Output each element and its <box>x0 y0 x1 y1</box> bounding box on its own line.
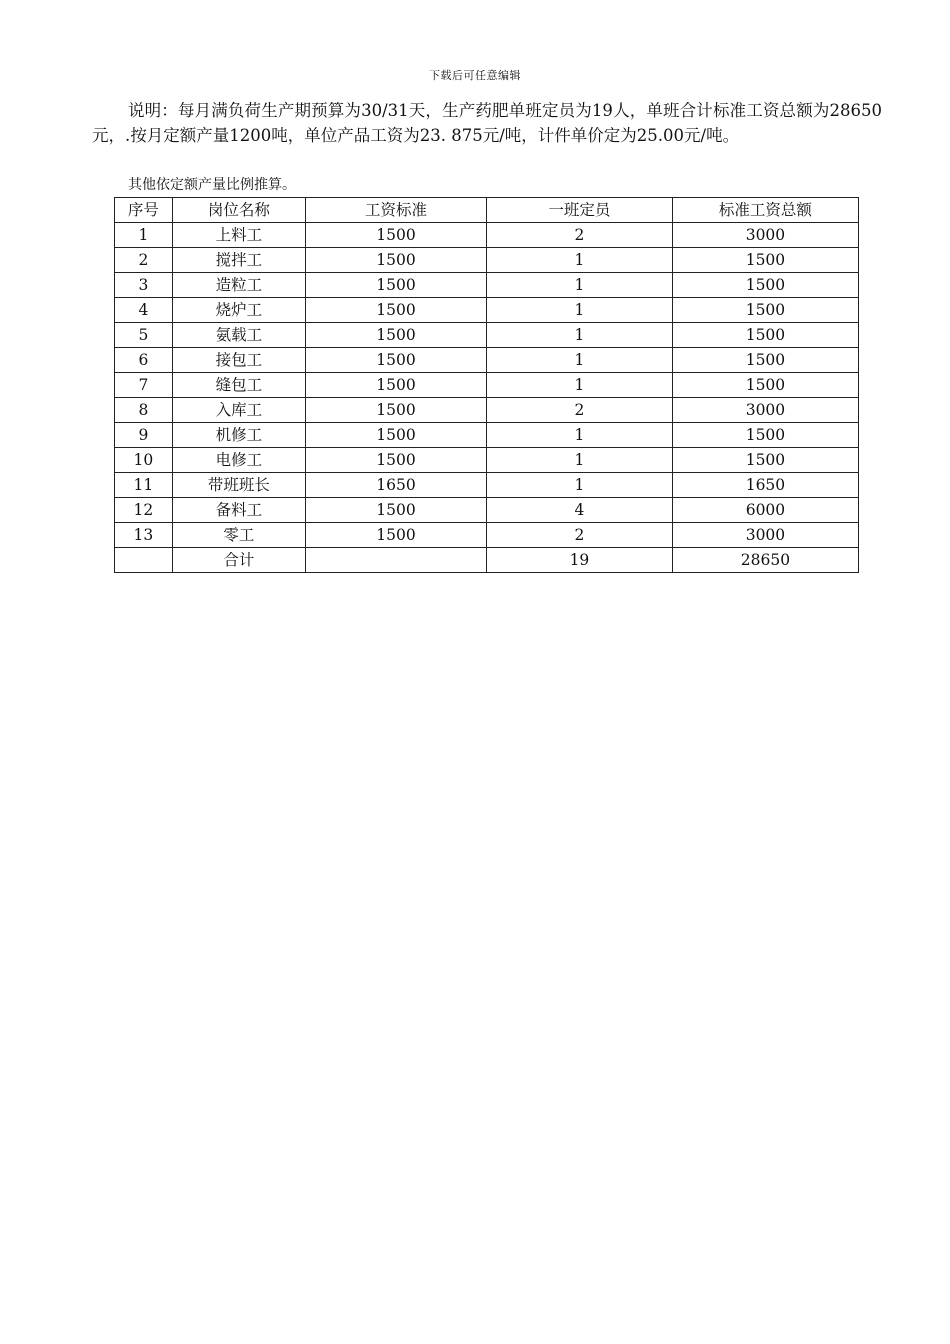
total-wage-cell: 3000 <box>672 523 858 548</box>
shift-staff-cell: 1 <box>487 473 673 498</box>
wage-standard-cell: 1500 <box>305 248 486 273</box>
table-row <box>115 398 859 423</box>
shift-staff-cell: 1 <box>487 348 673 373</box>
total-wage-cell: 1500 <box>672 323 858 348</box>
header-note: 下载后可任意编辑 <box>429 69 521 82</box>
shift-staff-cell: 1 <box>487 298 673 323</box>
position-cell: 氨载工 <box>172 323 305 348</box>
total-wage-cell: 3000 <box>672 398 858 423</box>
header-total-wage: 标准工资总额 <box>672 198 858 223</box>
wage-table <box>114 197 859 573</box>
shift-staff-cell: 1 <box>487 423 673 448</box>
wage-standard-cell: 1500 <box>305 223 486 248</box>
total-label-cell: 合计 <box>172 548 305 573</box>
table-body <box>115 223 859 548</box>
shift-staff-cell: 2 <box>487 223 673 248</box>
wage-standard-cell: 1500 <box>305 448 486 473</box>
total-wage-cell: 1500 <box>672 298 858 323</box>
shift-staff-cell: 1 <box>487 373 673 398</box>
subnote: 其他依定额产量比例推算。 <box>128 177 296 193</box>
total-wage-cell: 1500 <box>672 448 858 473</box>
position-cell: 搅拌工 <box>172 248 305 273</box>
total-wage-cell: 3000 <box>672 223 858 248</box>
position-cell: 备料工 <box>172 498 305 523</box>
wage-standard-cell: 1500 <box>305 423 486 448</box>
position-cell: 入库工 <box>172 398 305 423</box>
seq-cell: 10 <box>115 448 173 473</box>
table-header-row <box>115 198 859 223</box>
wage-standard-cell: 1500 <box>305 298 486 323</box>
table-row <box>115 273 859 298</box>
position-cell: 造粒工 <box>172 273 305 298</box>
header-seq: 序号 <box>115 198 173 223</box>
total-staff-cell: 19 <box>487 548 673 573</box>
table-row <box>115 373 859 398</box>
table-row <box>115 473 859 498</box>
wage-standard-cell: 1500 <box>305 398 486 423</box>
wage-standard-cell: 1500 <box>305 348 486 373</box>
header-shift-staff: 一班定员 <box>487 198 673 223</box>
wage-standard-cell: 1500 <box>305 498 486 523</box>
table-row <box>115 423 859 448</box>
table-row <box>115 323 859 348</box>
wage-standard-cell: 1500 <box>305 323 486 348</box>
position-cell: 机修工 <box>172 423 305 448</box>
position-cell: 烧炉工 <box>172 298 305 323</box>
total-wage-cell: 1500 <box>672 273 858 298</box>
shift-staff-cell: 4 <box>487 498 673 523</box>
seq-cell: 8 <box>115 398 173 423</box>
position-cell: 接包工 <box>172 348 305 373</box>
table-row <box>115 448 859 473</box>
table-row <box>115 298 859 323</box>
total-wage-standard-cell <box>305 548 486 573</box>
position-cell: 带班班长 <box>172 473 305 498</box>
wage-standard-cell: 1500 <box>305 273 486 298</box>
total-wage-cell: 1500 <box>672 423 858 448</box>
seq-cell: 7 <box>115 373 173 398</box>
table-row <box>115 498 859 523</box>
total-wage-cell: 1500 <box>672 248 858 273</box>
seq-cell: 3 <box>115 273 173 298</box>
shift-staff-cell: 2 <box>487 523 673 548</box>
position-cell: 电修工 <box>172 448 305 473</box>
header-position: 岗位名称 <box>172 198 305 223</box>
table-row <box>115 523 859 548</box>
header-wage-standard: 工资标准 <box>305 198 486 223</box>
description-paragraph: 说明：每月满负荷生产期预算为30/31天，生产药肥单班定员为19人，单班合计标准工资总额为28650元，.按月定额产量1200吨，单位产品工资为23. 875元/吨，计件单价定为25.00元/吨。 <box>92 101 882 145</box>
shift-staff-cell: 2 <box>487 398 673 423</box>
seq-cell: 13 <box>115 523 173 548</box>
table-row <box>115 248 859 273</box>
shift-staff-cell: 1 <box>487 273 673 298</box>
seq-cell: 1 <box>115 223 173 248</box>
wage-standard-cell: 1500 <box>305 523 486 548</box>
total-wage-cell: 1500 <box>672 373 858 398</box>
shift-staff-cell: 1 <box>487 323 673 348</box>
seq-cell: 4 <box>115 298 173 323</box>
position-cell: 缝包工 <box>172 373 305 398</box>
seq-cell: 9 <box>115 423 173 448</box>
seq-cell: 2 <box>115 248 173 273</box>
table-row <box>115 348 859 373</box>
seq-cell: 5 <box>115 323 173 348</box>
shift-staff-cell: 1 <box>487 448 673 473</box>
table-row <box>115 223 859 248</box>
total-wage-cell: 28650 <box>672 548 858 573</box>
wage-standard-cell: 1500 <box>305 373 486 398</box>
total-wage-cell: 1650 <box>672 473 858 498</box>
total-seq-cell <box>115 548 173 573</box>
total-wage-cell: 1500 <box>672 348 858 373</box>
seq-cell: 6 <box>115 348 173 373</box>
seq-cell: 11 <box>115 473 173 498</box>
wage-standard-cell: 1650 <box>305 473 486 498</box>
table-total-row <box>115 548 859 573</box>
seq-cell: 12 <box>115 498 173 523</box>
position-cell: 上料工 <box>172 223 305 248</box>
shift-staff-cell: 1 <box>487 248 673 273</box>
total-wage-cell: 6000 <box>672 498 858 523</box>
position-cell: 零工 <box>172 523 305 548</box>
